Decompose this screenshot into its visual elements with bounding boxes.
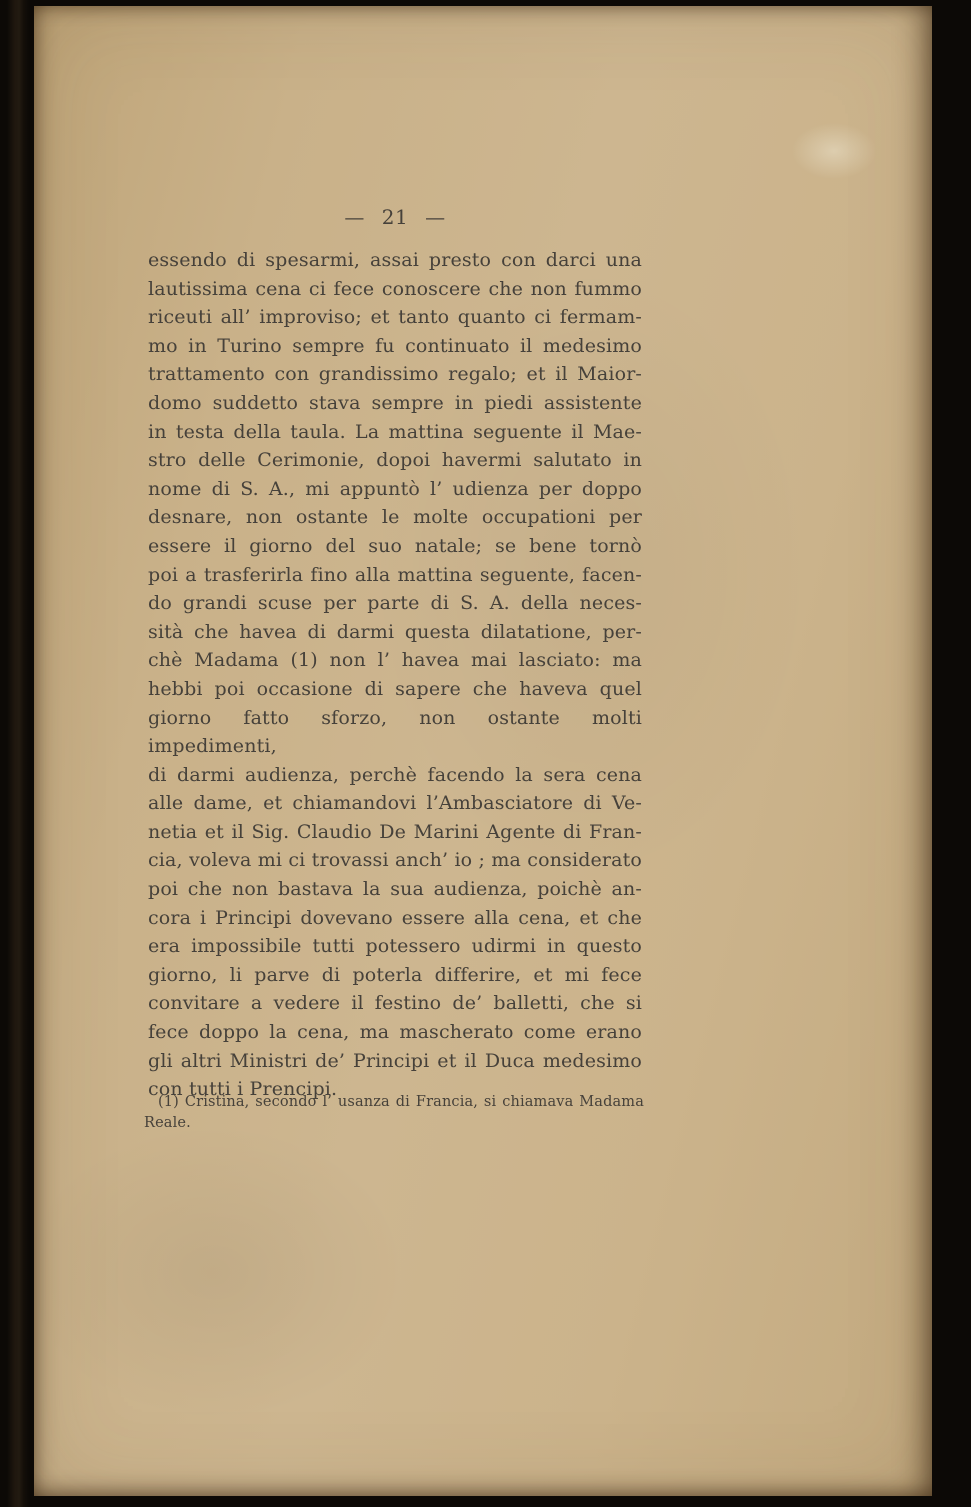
body-text-line: nome di S. A., mi appuntò l’ udienza per doppo: [148, 477, 642, 500]
body-text-line: con tutti i Prencipi.: [148, 1078, 338, 1101]
body-text-line: fece doppo la cena, ma mascherato come erano: [148, 1021, 642, 1044]
body-text-line: riceuti all’ improviso; et tanto quanto ci fermam-: [148, 306, 642, 329]
body-text-line: poi che non bastava la sua audienza, poichè an-: [148, 878, 642, 901]
body-text-line: sità che havea di darmi questa dilatatione, per-: [148, 620, 642, 643]
body-text-line: gli altri Ministri de’ Principi et il Duca medesimo: [148, 1049, 642, 1072]
body-text: [148, 246, 642, 1104]
body-text-line: in testa della taula. La mattina seguente il Mae-: [148, 420, 642, 443]
body-text-line: do grandi scuse per parte di S. A. della neces-: [148, 592, 642, 615]
body-text-line: essere il giorno del suo natale; se bene tornò: [148, 534, 642, 557]
footnote-line: Reale.: [144, 1115, 191, 1131]
body-text-line: convitare a vedere il festino de’ balletti, che si: [148, 992, 642, 1015]
body-text-line: trattamento con grandissimo regalo; et il Maior-: [148, 363, 642, 386]
body-text-line: cora i Principi dovevano essere alla cena, et che: [148, 906, 642, 929]
body-text-line: giorno fatto sforzo, non ostante molti impedimenti,: [148, 706, 642, 758]
body-text-line: stro delle Cerimonie, dopoi havermi salutato in: [148, 449, 642, 472]
body-text-line: era impossibile tutti potessero udirmi in questo: [148, 935, 642, 958]
body-text-line: chè Madama (1) non l’ havea mai lasciato: ma: [148, 649, 642, 672]
body-text-line: domo suddetto stava sempre in piedi assistente: [148, 391, 642, 414]
body-text-line: essendo di spesarmi, assai presto con darci una: [148, 249, 642, 271]
page-number: — 21 —: [344, 205, 446, 229]
footnote: [144, 1092, 644, 1134]
body-text-line: mo in Turino sempre fu continuato il medesimo: [148, 334, 642, 357]
body-text-line: cia, voleva mi ci trovassi anch’ io ; ma considerato: [148, 849, 642, 872]
book-page-edges: [7, 0, 29, 1507]
body-text-line: poi a trasferirla fino alla mattina seguente, facen-: [148, 563, 642, 586]
book-page: [34, 6, 932, 1496]
body-text-line: netia et il Sig. Claudio De Marini Agente di Fran-: [148, 820, 642, 843]
body-text-line: hebbi poi occasione di sapere che haveva quel: [148, 677, 642, 700]
body-text-line: desnare, non ostante le molte occupationi per: [148, 506, 642, 529]
body-text-line: di darmi audienza, perchè facendo la sera cena: [148, 763, 642, 786]
body-text-line: alle dame, et chiamandovi l’Ambasciatore di Ve-: [148, 792, 642, 815]
footnote-line: (1) Cristina, secondo l’ usanza di Francia, si chiamava Madama: [158, 1094, 644, 1110]
body-text-line: lautissima cena ci fece conoscere che non fummo: [148, 277, 642, 300]
body-text-line: giorno, li parve di poterla differire, et mi fece: [148, 963, 642, 986]
